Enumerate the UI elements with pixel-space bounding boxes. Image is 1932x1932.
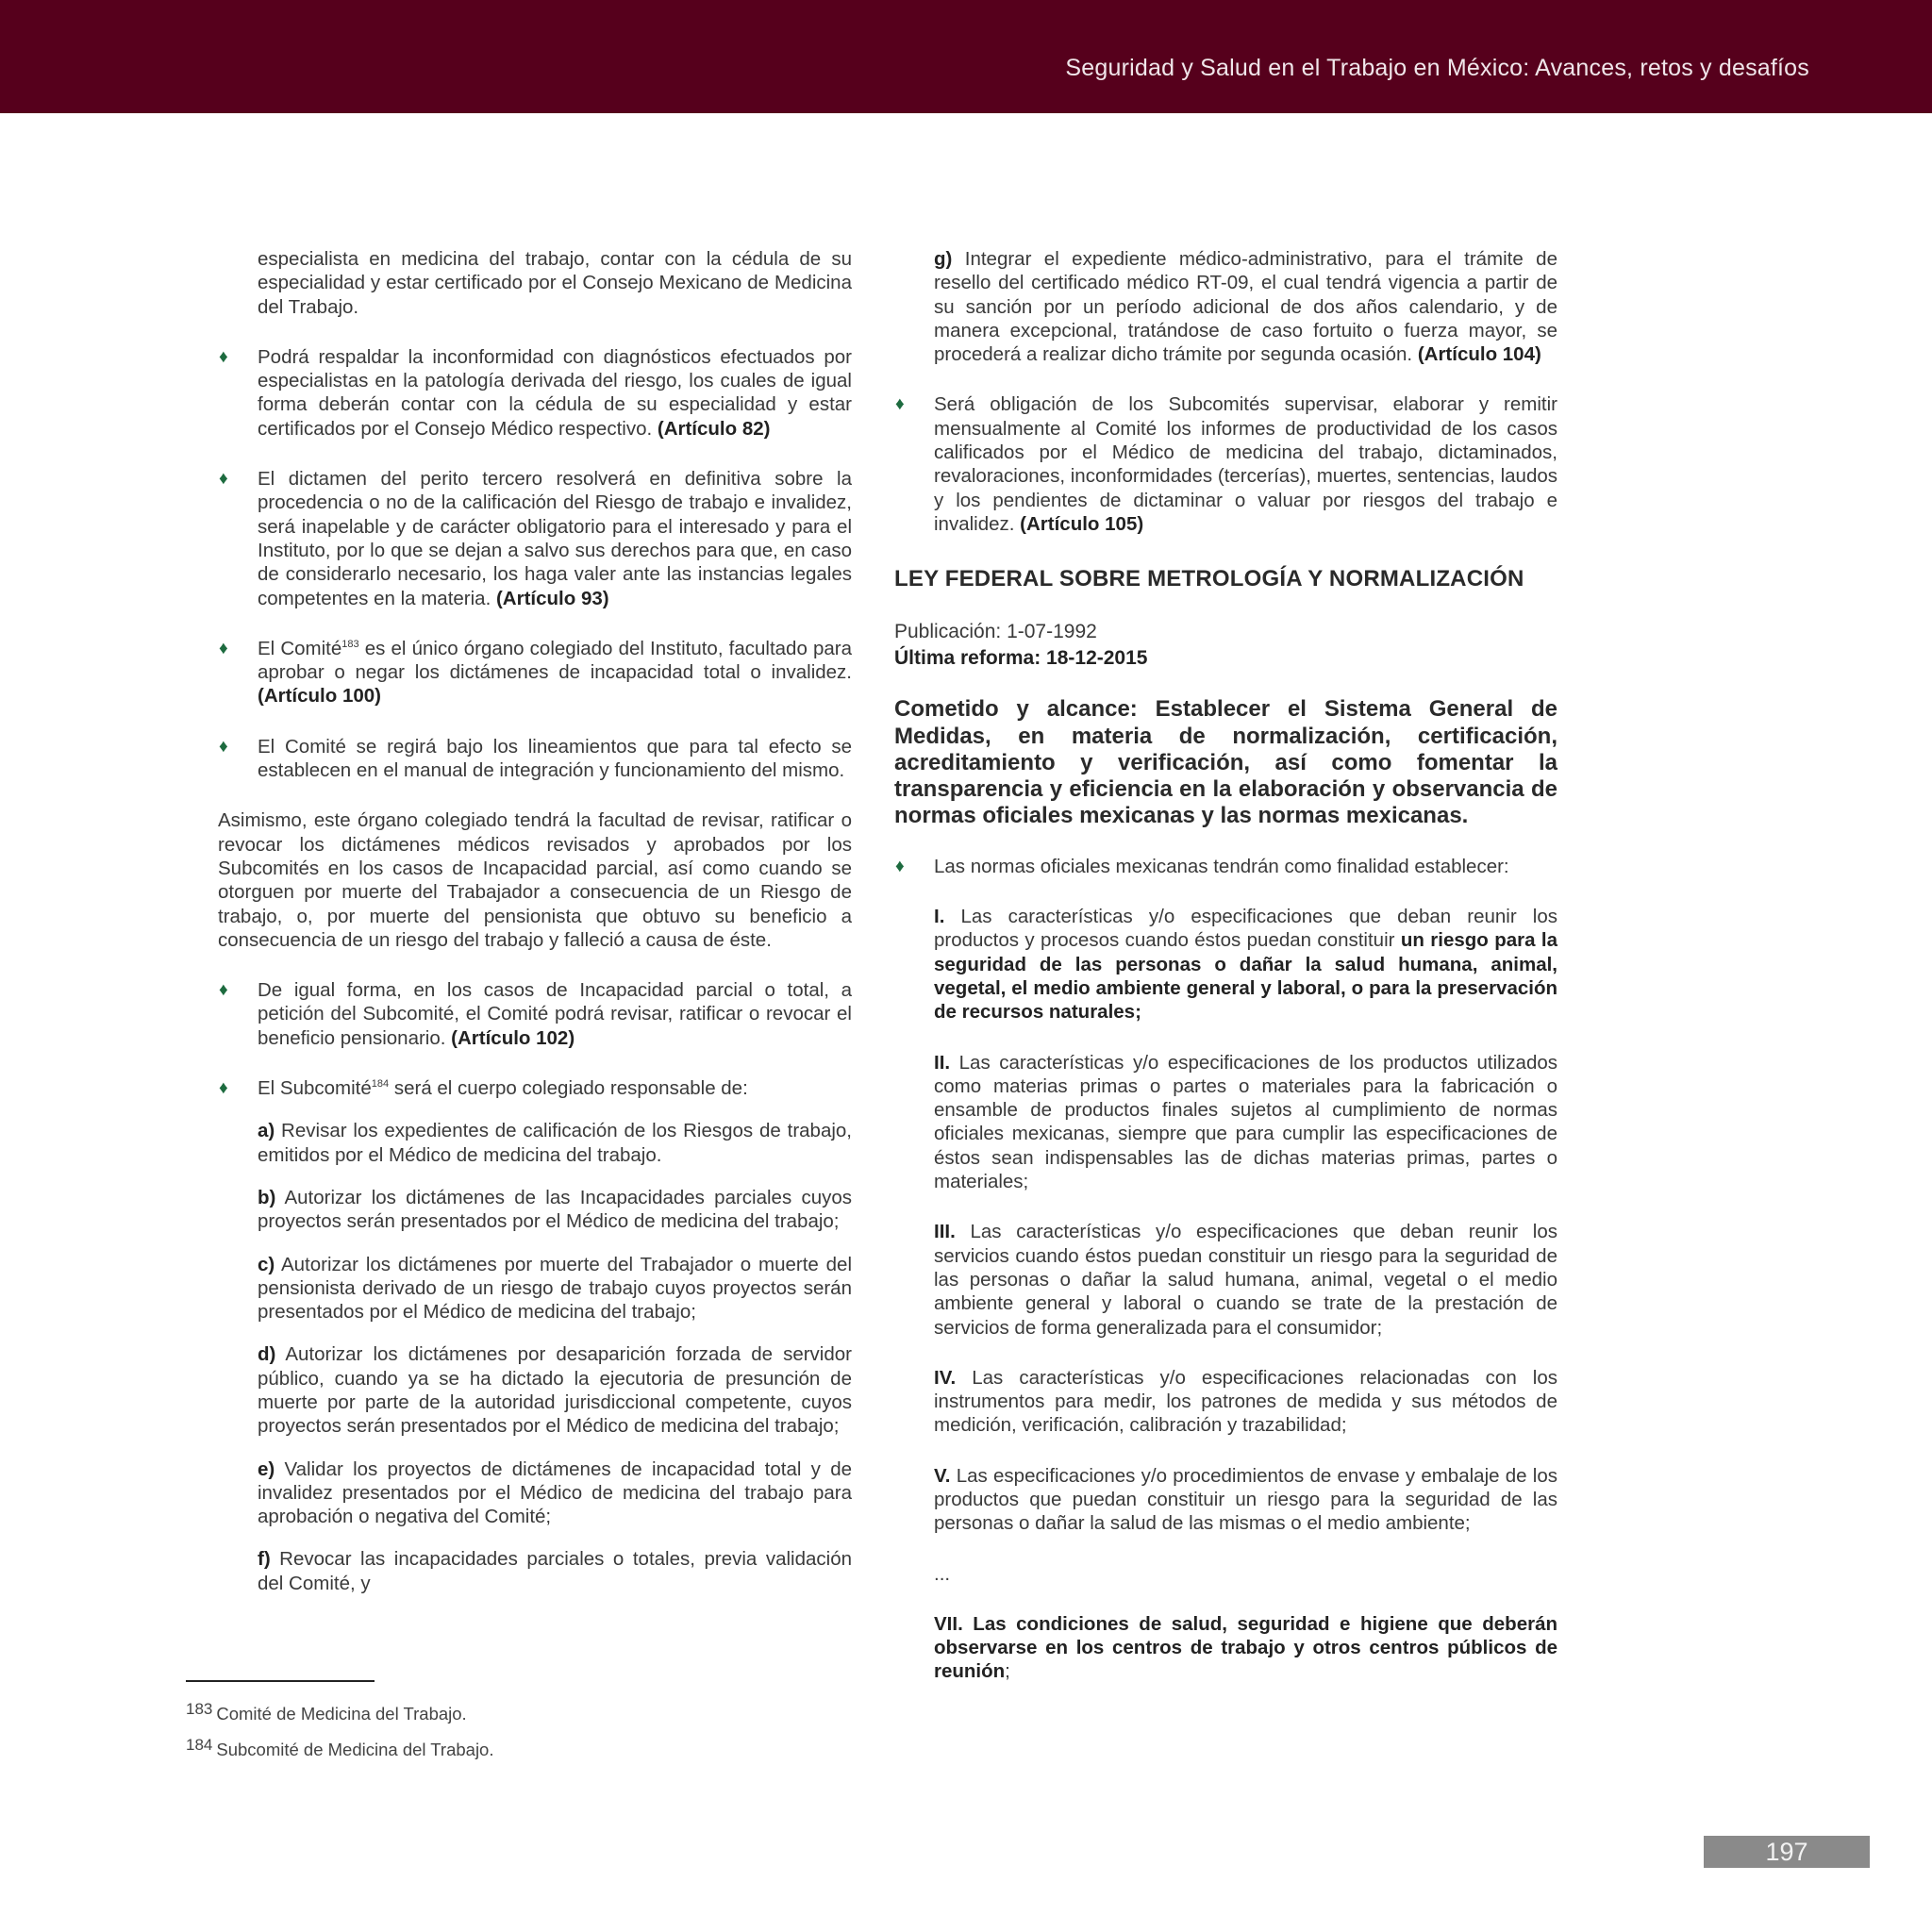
- law-title: LEY FEDERAL SOBRE METROLOGÍA Y NORMALIZACIÓN: [894, 566, 1524, 592]
- publication-date: Publicación: 1-07-1992: [894, 621, 1097, 643]
- list-item-g: g) Integrar el expediente médico-administrativo, para el trámite de resello del certificado médico RT-09, el cual tendrá vigencia a partir de su sanción por un período adicional de dos años calendario, y de manera excepcional, tratándose de caso fortuito o fuerza mayor, se procederá a realizar dicho trámite por segunda ocasión. (Artículo 104): [934, 248, 1557, 366]
- article-ref: (Artículo 104): [1417, 343, 1541, 366]
- diamond-bullet-icon: ♦: [219, 1078, 228, 1099]
- roman-item-1: I. Las características y/o especificaciones que deban reunir los productos y procesos cuando éstos puedan constituir un riesgo para la seguridad de las personas o dañar la salud humana, animal, vegetal, el medio ambiente general y laboral, o para la preservación de recursos naturales;: [934, 906, 1557, 1024]
- list-item-a: a) Revisar los expedientes de calificación de los Riesgos de trabajo, emitidos por el Médico de medicina del trabajo.: [258, 1120, 852, 1166]
- page-number: 197: [1704, 1836, 1870, 1868]
- list-item-c: c) Autorizar los dictámenes por muerte del Trabajador o muerte del pensionista derivado de un riesgo de trabajo cuyos proyectos serán presentados por el Médico de medicina del trabajo;: [258, 1253, 852, 1324]
- roman-item-4: IV. Las características y/o especificaciones relacionadas con los instrumentos para medir, los patrones de medida y sus métodos de medición, verificación, calibración y trazabilidad;: [934, 1366, 1557, 1437]
- diamond-bullet-icon: ♦: [219, 638, 228, 658]
- bullet-item: ♦ El Subcomité$^{184}$ será el cuerpo colegiado responsable de:: [219, 1077, 748, 1100]
- diamond-bullet-icon: ♦: [219, 469, 228, 490]
- roman-item-5: V. Las especificaciones y/o procedimientos de envase y embalaje de los productos que puedan constituir un riesgo para la seguridad de las personas o dañar la salud de las mismas o el medio ambiente;: [934, 1464, 1557, 1535]
- body-paragraph: Asimismo, este órgano colegiado tendrá la facultad de revisar, ratificar o revocar los dictámenes médicos revisados y aprobados por los Subcomités en los casos de Incapacidad parcial, así como cuando se otorguen por muerte del Trabajador a consecuencia de un Riesgo de trabajo, o, por muerte del pensionista que obtuvo su beneficio a consecuencia de un riesgo del trabajo y falleció a causa de éste.: [218, 809, 852, 951]
- footnote-marker: 184: [371, 1078, 390, 1091]
- left-column: [218, 247, 852, 1595]
- running-header-title: Seguridad y Salud en el Trabajo en México: Avances, retos y desafíos: [1065, 55, 1809, 81]
- footnote-marker: 183: [341, 639, 359, 651]
- article-ref: (Artículo 93): [495, 587, 609, 609]
- diamond-bullet-icon: ♦: [219, 346, 228, 367]
- roman-item-7: VII. Las condiciones de salud, seguridad e higiene que deberán observarse en los centros de trabajo y otros centros públicos de reunión;: [934, 1612, 1557, 1683]
- diamond-bullet-icon: ♦: [895, 856, 905, 876]
- footnote: 184 Subcomité de Medicina del Trabajo.: [186, 1736, 494, 1759]
- diamond-bullet-icon: ♦: [219, 736, 228, 757]
- article-ref: (Artículo 82): [657, 417, 771, 440]
- article-ref: (Artículo 105): [1020, 512, 1144, 535]
- footnote: 183 Comité de Medicina del Trabajo.: [186, 1700, 467, 1724]
- last-reform-date: Última reforma: 18-12-2015: [894, 647, 1148, 670]
- roman-item-2: II. Las características y/o especificaciones de los productos utilizados como materias primas o partes o materiales para la fabricación o ensamble de productos finales sujetos al cumplimiento de normas oficiales mexicanas, siempre que para cumplir las especificaciones de éstos sean indispensables las de dichas materias primas, partes o materiales;: [934, 1051, 1557, 1193]
- right-column: [894, 247, 1557, 1684]
- list-item-b: b) Autorizar los dictámenes de las Incapacidades parciales cuyos proyectos serán presentados por el Médico de medicina del trabajo;: [258, 1186, 852, 1233]
- bullet-item: ♦ De igual forma, en los casos de Incapacidad parcial o total, a petición del Subcomité, el Comité podrá revisar, ratificar o revocar el beneficio pensionario. (Artículo 102): [219, 979, 852, 1049]
- bullet-item: ♦ Las normas oficiales mexicanas tendrán como finalidad establecer:: [895, 855, 1509, 877]
- list-item-f: f) Revocar las incapacidades parciales o totales, previa validación del Comité, y: [258, 1548, 852, 1594]
- footnotes: [186, 1693, 752, 1765]
- bullet-item: ♦ Podrá respaldar la inconformidad con diagnósticos efectuados por especialistas en la patología derivada del riesgo, los cuales de igual forma deberán contar con la cédula de su especialidad y estar certificados por el Consejo Médico respectivo. (Artículo 82): [219, 345, 852, 440]
- bullet-item: ♦ El Comité se regirá bajo los lineamientos que para tal efecto se establecen en el manual de integración y funcionamiento del mismo.: [219, 735, 852, 782]
- bullet-item: ♦ El Comité$^{183}$ es el único órgano colegiado del Instituto, facultado para aprobar o negar los dictámenes de incapacidad total o invalidez. (Artículo 100): [219, 637, 852, 708]
- paragraph-continuation: especialista en medicina del trabajo, contar con la cédula de su especialidad y estar certificado por el Consejo Mexicano de Medicina del Trabajo.: [258, 248, 852, 318]
- article-ref: (Artículo 102): [451, 1026, 575, 1049]
- scope-statement: Cometido y alcance: Establecer el Sistema General de Medidas, en materia de normalización, certificación, acreditamiento y verificación, así como fomentar la transparencia y eficiencia en la elaboración y observancia de normas oficiales mexicanas y las normas mexicanas.: [894, 696, 1557, 829]
- ellipsis: ...: [934, 1562, 951, 1585]
- bullet-item: ♦ Será obligación de los Subcomités supervisar, elaborar y remitir mensualmente al Comité los informes de productividad de los casos calificados por el Médico de medicina del trabajo, dictaminados, revaloraciones, inconformidades (tercerías), muertes, sentencias, laudos y los pendientes de dictaminar o valuar por riesgos del trabajo e invalidez. (Artículo 105): [895, 393, 1557, 535]
- diamond-bullet-icon: ♦: [895, 394, 905, 415]
- list-item-d: d) Autorizar los dictámenes por desaparición forzada de servidor público, cuando ya se ha dictado la ejecutoria de presunción de muerte por parte de la autoridad jurisdiccional competente, cuyos proyectos serán presentados por el Médico de medicina del trabajo;: [258, 1343, 852, 1438]
- footnote-divider: [186, 1680, 375, 1682]
- list-item-e: e) Validar los proyectos de dictámenes de incapacidad total y de invalidez presentados por el Médico de medicina del trabajo para aprobación o negativa del Comité;: [258, 1457, 852, 1528]
- article-ref: (Artículo 100): [258, 685, 381, 708]
- roman-item-3: III. Las características y/o especificaciones que deban reunir los servicios cuando éstos puedan constituir un riesgo para la seguridad de las personas o dañar la salud humana, animal, vegetal o el medio ambiente general y laboral o cuando se trate de la prestación de servicios de forma generalizada para el consumidor;: [934, 1221, 1557, 1339]
- diamond-bullet-icon: ♦: [219, 980, 228, 1001]
- bullet-item: ♦ El dictamen del perito tercero resolverá en definitiva sobre la procedencia o no de la calificación del Riesgo de trabajo e invalidez, será inapelable y de carácter obligatorio para el interesado y para el Instituto, por lo que se dejan a salvo sus derechos para que, en caso de considerarlo necesario, los haga valer ante las instancias legales competentes en la materia. (Artículo 93): [219, 468, 852, 609]
